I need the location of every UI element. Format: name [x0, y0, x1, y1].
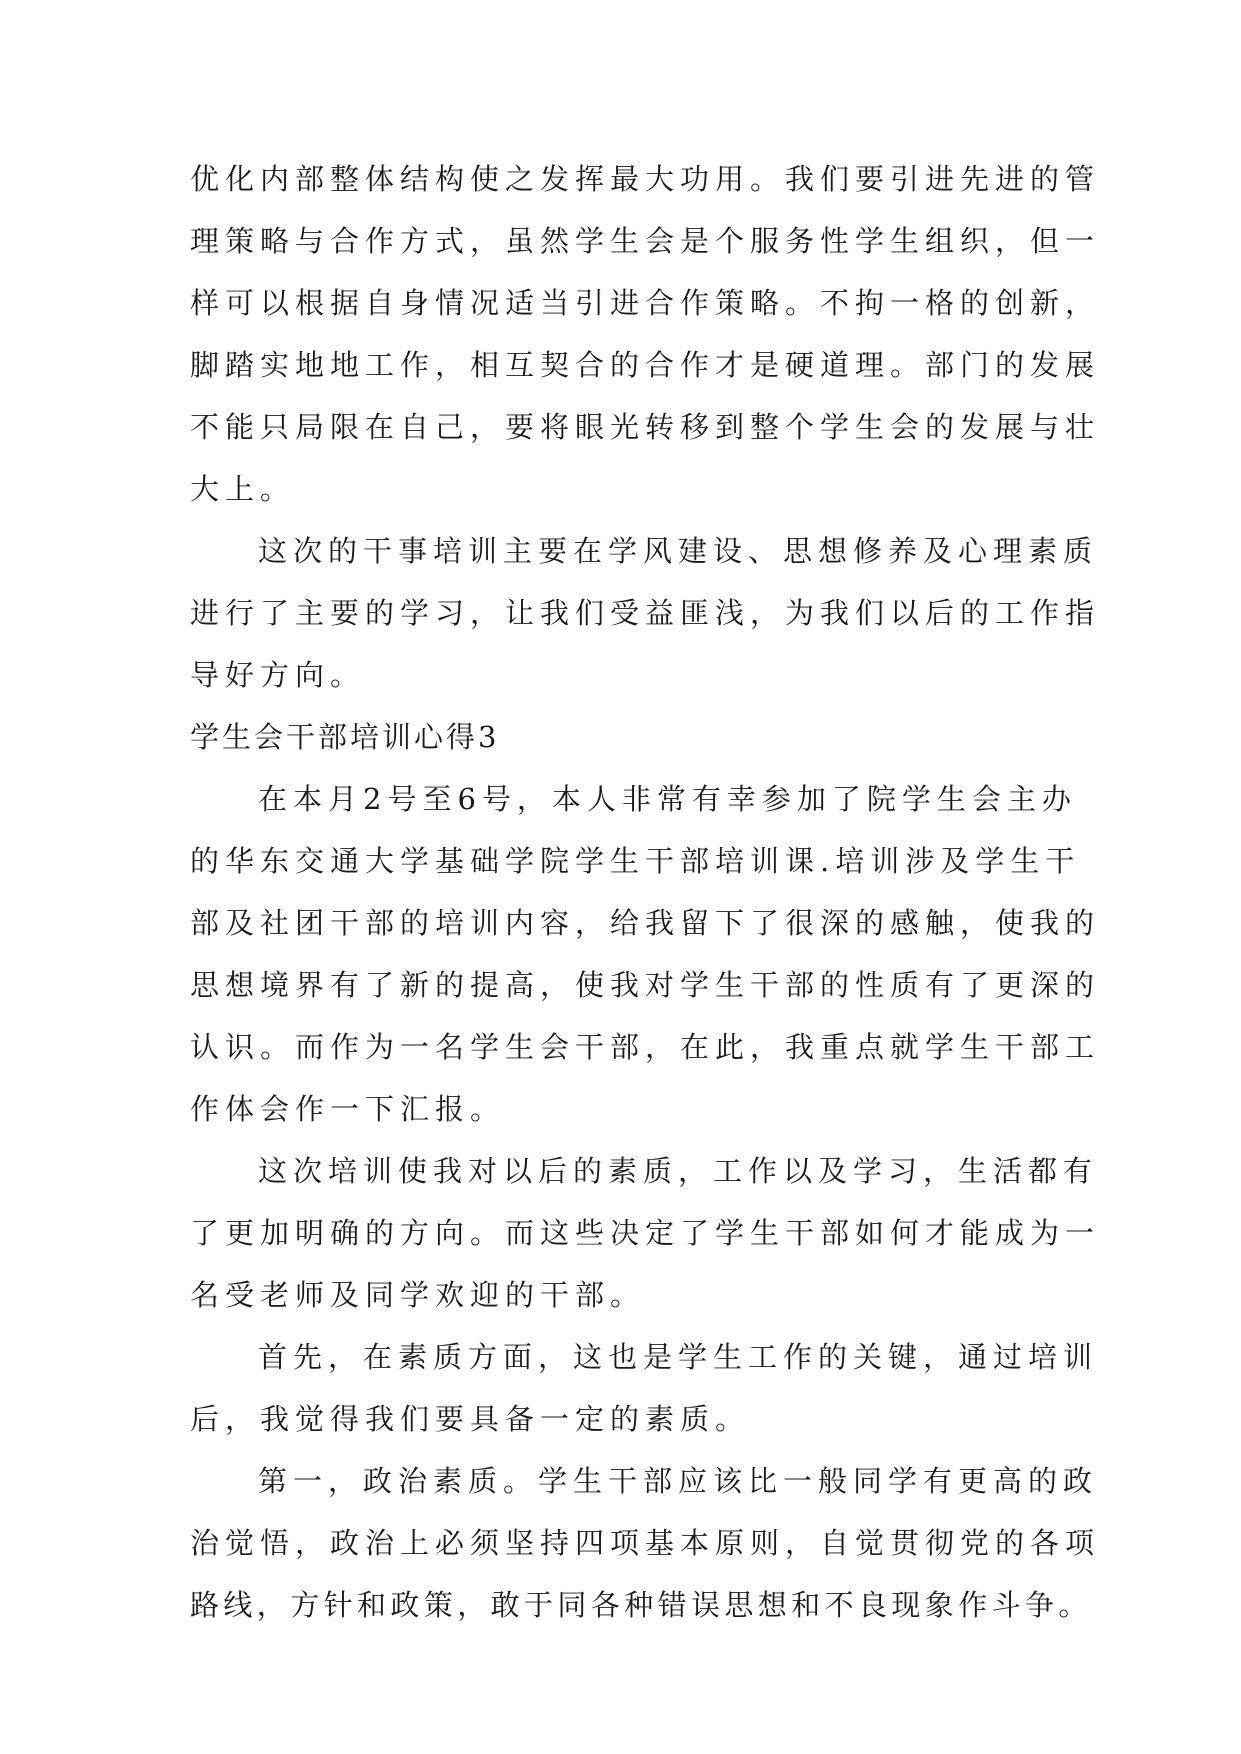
text-line: 作体会作一下汇报。 — [190, 1092, 506, 1126]
heading-text: 学生会干部培训心得3 — [190, 720, 500, 754]
text-line: 进行了主要的学习，让我们受益匪浅，为我们以后的工作指 — [190, 596, 1101, 630]
text-line: 了更加明确的方向。而这些决定了学生干部如何才能成为一 — [190, 1216, 1101, 1250]
paragraph-6 — [190, 1450, 1101, 1636]
paragraph-4 — [190, 1140, 1101, 1326]
text-line: 在本月2号至6号，本人非常有幸参加了院学生会主办 — [258, 782, 1077, 816]
text-line: 首先，在素质方面，这也是学生工作的关键，通过培训 — [258, 1340, 1099, 1374]
paragraph-2 — [190, 520, 1101, 706]
paragraph-5 — [190, 1326, 1099, 1450]
text-line: 大上。 — [190, 472, 296, 506]
text-line: 这次培训使我对以后的素质，工作以及学习，生活都有 — [258, 1154, 1099, 1188]
text-line: 名受老师及同学欢迎的干部。 — [190, 1278, 646, 1312]
text-line: 治觉悟，政治上必须坚持四项基本原则，自觉贯彻党的各项 — [190, 1526, 1101, 1560]
paragraph-1 — [190, 148, 1101, 520]
text-line: 认识。而作为一名学生会干部，在此，我重点就学生干部工 — [190, 1030, 1101, 1064]
text-line: 后，我觉得我们要具备一定的素质。 — [190, 1402, 751, 1436]
text-line: 不能只局限在自己，要将眼光转移到整个学生会的发展与壮 — [190, 410, 1101, 444]
text-line: 思想境界有了新的提高，使我对学生干部的性质有了更深的 — [190, 968, 1101, 1002]
text-line: 脚踏实地地工作，相互契合的合作才是硬道理。部门的发展 — [190, 348, 1101, 382]
text-line: 样可以根据自身情况适当引进合作策略。不拘一格的创新， — [190, 286, 1101, 320]
text-line: 部及社团干部的培训内容，给我留下了很深的感触，使我的 — [190, 906, 1101, 940]
text-line: 路线，方针和政策，敢于同各种错误思想和不良现象作斗争。 — [190, 1588, 1092, 1622]
text-line: 的华东交通大学基础学院学生干部培训课.培训涉及学生干 — [190, 844, 1081, 878]
text-line: 这次的干事培训主要在学风建设、思想修养及心理素质 — [258, 534, 1099, 568]
document-body — [190, 148, 1101, 1636]
text-line: 导好方向。 — [190, 658, 366, 692]
paragraph-3 — [190, 768, 1101, 1140]
text-line: 第一，政治素质。学生干部应该比一般同学有更高的政 — [258, 1464, 1099, 1498]
section-heading — [190, 706, 1058, 768]
text-line: 理策略与合作方式，虽然学生会是个服务性学生组织，但一 — [190, 224, 1101, 258]
text-line: 优化内部整体结构使之发挥最大功用。我们要引进先进的管 — [190, 162, 1101, 196]
